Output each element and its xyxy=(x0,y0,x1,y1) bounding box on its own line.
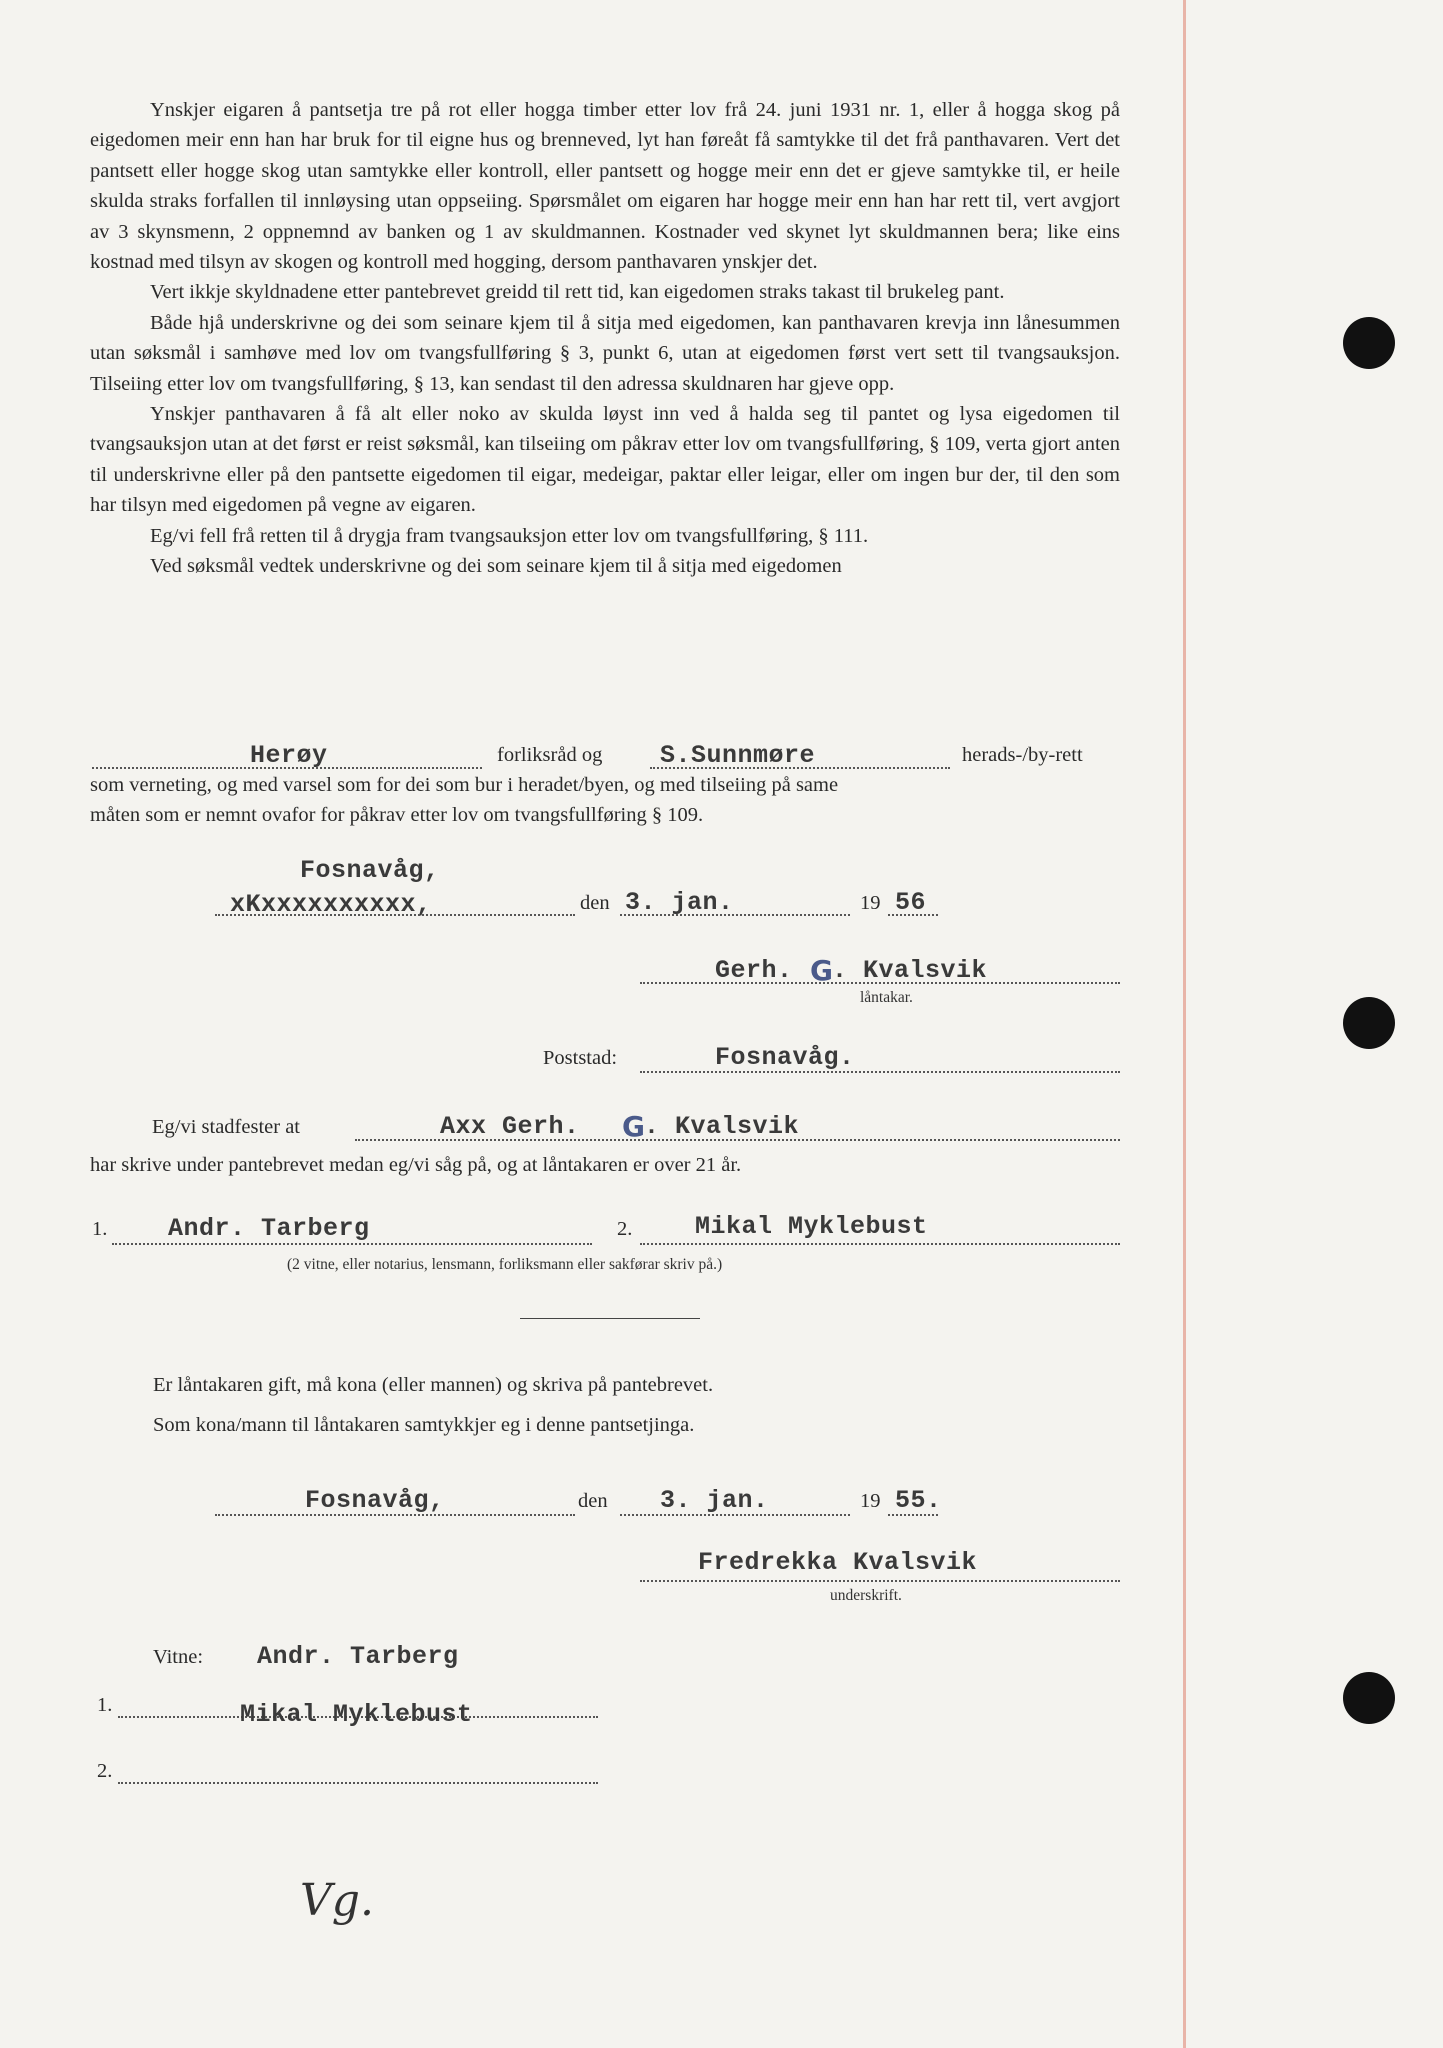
witness-1-line xyxy=(112,1243,592,1245)
place-line xyxy=(215,914,575,916)
attest-line-2: har skrive under pantebrevet medan eg/vi såg på, og at låntakaren er over 21 år. xyxy=(90,1154,742,1176)
forliksraad-label: forliksråd og xyxy=(497,744,603,766)
witness-2-line xyxy=(640,1243,1120,1245)
rett-label: herads-/by-rett xyxy=(962,744,1083,766)
witness-note: (2 vitne, eller notarius, lensmann, forliksmann eller sakførar skriv på.) xyxy=(287,1256,723,1273)
vitne-label: Vitne: xyxy=(153,1646,204,1668)
witness-2: Mikal Myklebust xyxy=(695,1212,928,1241)
witness-1-number: 1. xyxy=(92,1218,108,1240)
attest-initial-mark: G xyxy=(622,1110,645,1143)
venue-line-2: som verneting, og med varsel som for dei som bur i heradet/byen, og med tilseiing på same xyxy=(90,774,839,796)
witness-1: Andr. Tarberg xyxy=(168,1214,370,1243)
vitne-1-number: 1. xyxy=(97,1694,113,1716)
spouse-date: 3. jan. xyxy=(660,1486,769,1515)
spouse-den-label: den xyxy=(578,1490,608,1512)
place-struck: xKxxxxxxxxxx, xyxy=(230,890,432,919)
borrower-surname: . Kvalsvik xyxy=(832,956,988,985)
borrower-initial-mark: G xyxy=(810,954,833,987)
venue-line-3: måten som er nemnt ovafor for påkrav etter lov om tvangsfullføring § 109. xyxy=(90,804,704,826)
venue-herad: Herøy xyxy=(250,741,328,770)
spouse-line-2: Som kona/mann til låntakaren samtykkjer eg i denne pantsetjinga. xyxy=(153,1414,695,1436)
spouse-signer-label: underskrift. xyxy=(830,1587,902,1604)
paragraph: Ynskjer panthavaren å få alt eller noko av skulda løyst inn ved å halda seg til pantet og lysa eigedomen til tvangsauksjon utan at det først er reist søksmål, kan tilseiing om påkrav etter lov om tvangsfullføring, § 109, verta gjort anten til underskrivne eller på den pantsette eigedomen til eigar, medeigar, paktar eller leigar, eller om ingen bur der, til den som har tilsyn med eigedomen på vegne av eigaren. xyxy=(90,403,1120,517)
paragraph: Ynskjer eigaren å pantsetja tre på rot eller hogga timber etter lov frå 24. juni 1931 nr. 1, eller å hogga skog på eigedomen meir enn han har bruk for til eigne hus og brenneved, lyt han føreåt få samtykke til det frå panthavaren. Vert det pantsett eller hogge skog utan samtykke eller kontroll, eller pantsett og hogge meir enn det er gjeve samtykke til, er heile skulda straks forfallen til innløysing utan oppseiing. Spørsmålet om eigaren har hogge meir enn han har rett til, vert avgjort av 3 skynsmenn, 2 oppnemnd av banken og 1 av skuldmannen. Kostnader ved skynet lyt skuldmannen bera; like eins kostnad med tilsyn av skogen og kontroll med hogging, dersom panthavaren ynskjer det. xyxy=(90,99,1120,274)
den-label: den xyxy=(580,892,610,914)
borrower-label: låntakar. xyxy=(860,989,913,1006)
paragraph: Vert ikkje skyldnadene etter pantebrevet greidd til rett tid, kan eigedomen straks takast til brukeleg pant. xyxy=(150,281,1005,304)
poststad-line xyxy=(640,1071,1120,1073)
attest-name-suffix: . Kvalsvik xyxy=(644,1112,800,1141)
paragraph: Både hjå underskrivne og dei som seinare kjem til å sitja med eigedomen, kan panthavaren krevja inn lånesummen utan søksmål i samhøve med lov om tvangsfullføring § 3, punkt 6, utan at eigedomen først vert sett til tvangsauksjon. Tilseiing etter lov om tvangsfullføring, § 13, kan sendast til den adressa skuldnaren har gjeve opp. xyxy=(90,311,1120,395)
handwritten-initials: Vg. xyxy=(300,1875,374,1926)
year-suffix: 56 xyxy=(895,888,927,917)
borrower-name: Gerh. xyxy=(715,956,793,985)
separator xyxy=(520,1318,700,1319)
spouse-signer: Fredrekka Kvalsvik xyxy=(698,1548,978,1577)
punch-hole-icon xyxy=(1343,997,1395,1049)
witness-2-number: 2. xyxy=(617,1218,633,1240)
spouse-year-suffix: 55. xyxy=(895,1486,942,1515)
attest-lead: Eg/vi stadfester at xyxy=(152,1116,301,1138)
paragraph: Eg/vi fell frå retten til å drygja fram tvangsauksjon etter lov om tvangsfullføring, § 111. xyxy=(150,524,869,547)
poststad: Fosnavåg. xyxy=(715,1043,855,1072)
date: 3. jan. xyxy=(625,888,734,917)
vitne-1: Mikal Myklebust xyxy=(240,1700,473,1729)
place-top: Fosnavåg, xyxy=(300,856,440,885)
vitne-name: Andr. Tarberg xyxy=(257,1642,459,1671)
paragraph: Ved søksmål vedtek underskrivne og dei som seinare kjem til å sitja med eigedomen xyxy=(150,555,842,578)
punch-hole-icon xyxy=(1343,1672,1395,1724)
red-margin-line xyxy=(1183,0,1186,2048)
attest-name-prefix: Axx Gerh. xyxy=(440,1112,580,1141)
terms-text xyxy=(90,95,1120,582)
spouse-line-1: Er låntakaren gift, må kona (eller mannen) og skriva på pantebrevet. xyxy=(153,1374,714,1396)
spouse-year-prefix: 19 xyxy=(860,1490,881,1512)
vitne-2-number: 2. xyxy=(97,1760,113,1782)
spouse-place: Fosnavåg, xyxy=(305,1486,445,1515)
poststad-label: Poststad: xyxy=(543,1047,618,1069)
punch-hole-icon xyxy=(1343,317,1395,369)
venue-rett: S.Sunnmøre xyxy=(660,741,816,770)
spouse-signer-line xyxy=(640,1580,1120,1582)
vitne-2-line xyxy=(118,1782,598,1784)
year-prefix: 19 xyxy=(860,892,881,914)
